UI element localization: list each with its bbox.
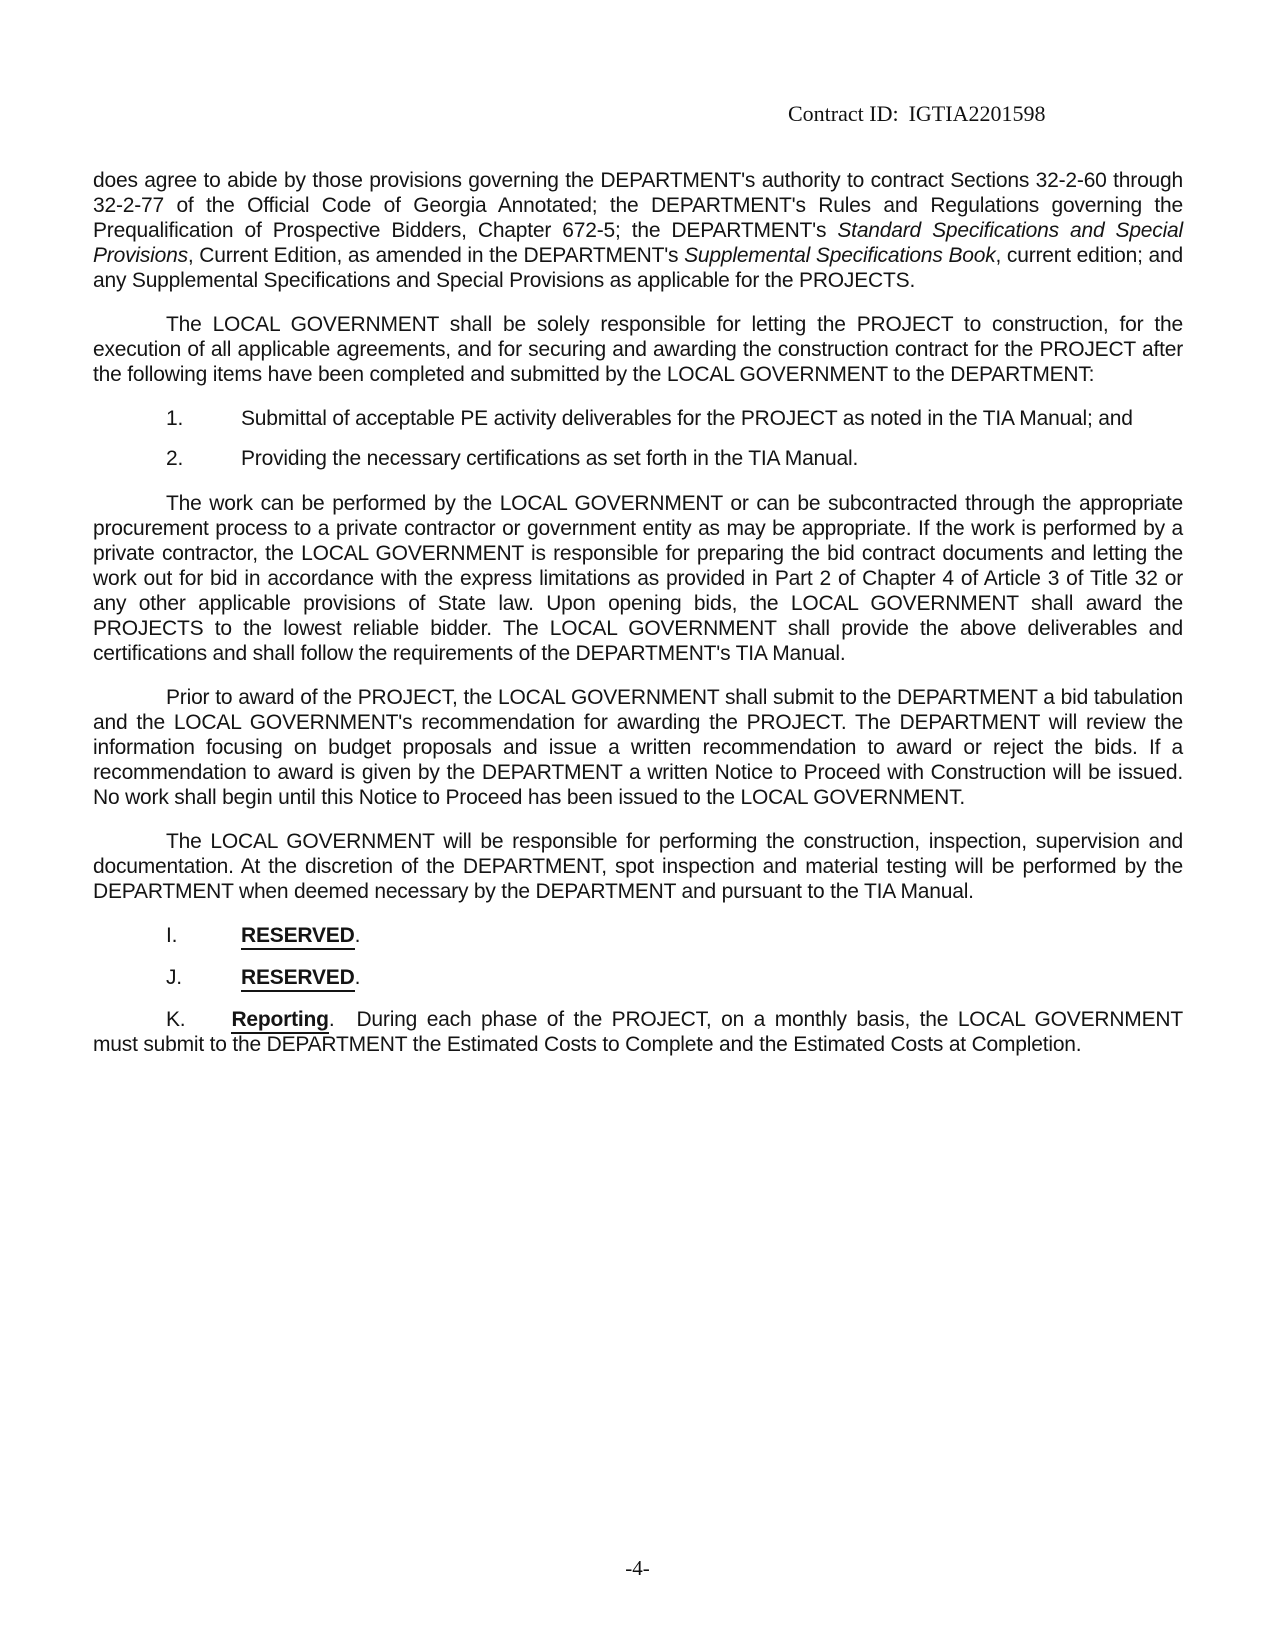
page-number: -4- [625,1556,650,1580]
lettered-item-j-letter: J. [166,966,182,989]
paragraph-provisions-text-3: , current edition; and any Supplemental Specifications and Special Provisions as applicable for the PROJECTS. [93,244,1183,292]
lettered-item-k-letter: K. [166,1008,186,1031]
numbered-item-2-number: 2. [166,447,184,470]
numbered-item-2 [93,446,1183,471]
numbered-item-2-text: Providing the necessary certifications as set forth in the TIA Manual. [241,447,859,470]
numbered-item-1-text: Submittal of acceptable PE activity deliverables for the PROJECT as noted in the TIA Manual; and [241,407,1133,430]
paragraph-provisions-text-2: , Current Edition, as amended in the DEPARTMENT's [187,244,685,267]
lettered-item-k-label: Reporting [231,1008,328,1034]
lettered-item-i-label: RESERVED [241,924,355,950]
paragraph-construction-responsibility: The LOCAL GOVERNMENT will be responsible for performing the construction, inspection, supervision and documentation. At the discretion of the DEPARTMENT, spot inspection and material testing will be performed by the DEPARTMENT when deemed necessary by the DEPARTMENT and pursuant to the TIA Manual. [93,830,1183,903]
lettered-item-j-suffix: . [354,966,361,989]
paragraph-provisions-text-1: does agree to abide by those provisions governing the DEPARTMENT's authority to contract Sections 32-2-60 through 32-2-77 of the Official Code of Georgia Annotated; the DEPARTMENT's Rules and Regulations governing the Prequalification of Prospective Bidders, Chapter 672-5; the DEPARTMENT's [93,169,1183,242]
paragraph-work-performance: The work can be performed by the LOCAL GOVERNMENT or can be subcontracted through the appropriate procurement process to a private contractor or government entity as may be appropriate. If the work is performed by a private contractor, the LOCAL GOVERNMENT is responsible for preparing the bid contract documents and letting the work out for bid in accordance with the express limitations as provided in Part 2 of Chapter 4 of Article 3 of Title 32 or any other applicable provisions of State law. Upon opening bids, the LOCAL GOVERNMENT shall award the PROJECTS to the lowest reliable bidder. The LOCAL GOVERNMENT shall provide the above deliverables and certifications and shall follow the requirements of the DEPARTMENT's TIA Manual. [93,492,1183,665]
numbered-item-1 [93,406,1183,431]
lettered-item-k [93,1007,1183,1057]
lettered-item-i-suffix: . [354,924,361,947]
document-body [93,168,1183,1057]
lettered-item-i-letter: I. [166,924,178,947]
contract-id-value: IGTIA2201598 [908,101,1046,126]
lettered-item-k-text: During each phase of the PROJECT, on a monthly basis, the LOCAL GOVERNMENT must submit to the DEPARTMENT the Estimated Costs to Complete and the Estimated Costs at Completion. [93,1008,1183,1056]
paragraph-letting-responsibility: The LOCAL GOVERNMENT shall be solely responsible for letting the PROJECT to construction, for the execution of all applicable agreements, and for securing and awarding the construction contract for the PROJECT after the following items have been completed and submitted by the LOCAL GOVERNMENT to the DEPARTMENT: [93,313,1183,386]
lettered-item-i [93,923,1183,948]
contract-id-line [788,101,1045,127]
title-supplemental-specifications-book: Supplemental Specifications Book [684,244,996,267]
contract-id-label: Contract ID: [788,101,899,126]
lettered-item-k-suffix: . [328,1008,335,1031]
paragraph-provisions [93,168,1183,293]
lettered-item-j [93,965,1183,990]
lettered-item-j-label: RESERVED [241,966,355,992]
numbered-item-1-number: 1. [166,407,184,430]
paragraph-award-process: Prior to award of the PROJECT, the LOCAL GOVERNMENT shall submit to the DEPARTMENT a bid tabulation and the LOCAL GOVERNMENT's recommendation for awarding the PROJECT. The DEPARTMENT will review the information focusing on budget proposals and issue a written recommendation to award or reject the bids. If a recommendation to award is given by the DEPARTMENT a written Notice to Proceed with Construction will be issued. No work shall begin until this Notice to Proceed has been issued to the LOCAL GOVERNMENT. [93,686,1183,809]
title-standard-specifications: Standard Specifications and Special Provisions [93,219,1183,267]
